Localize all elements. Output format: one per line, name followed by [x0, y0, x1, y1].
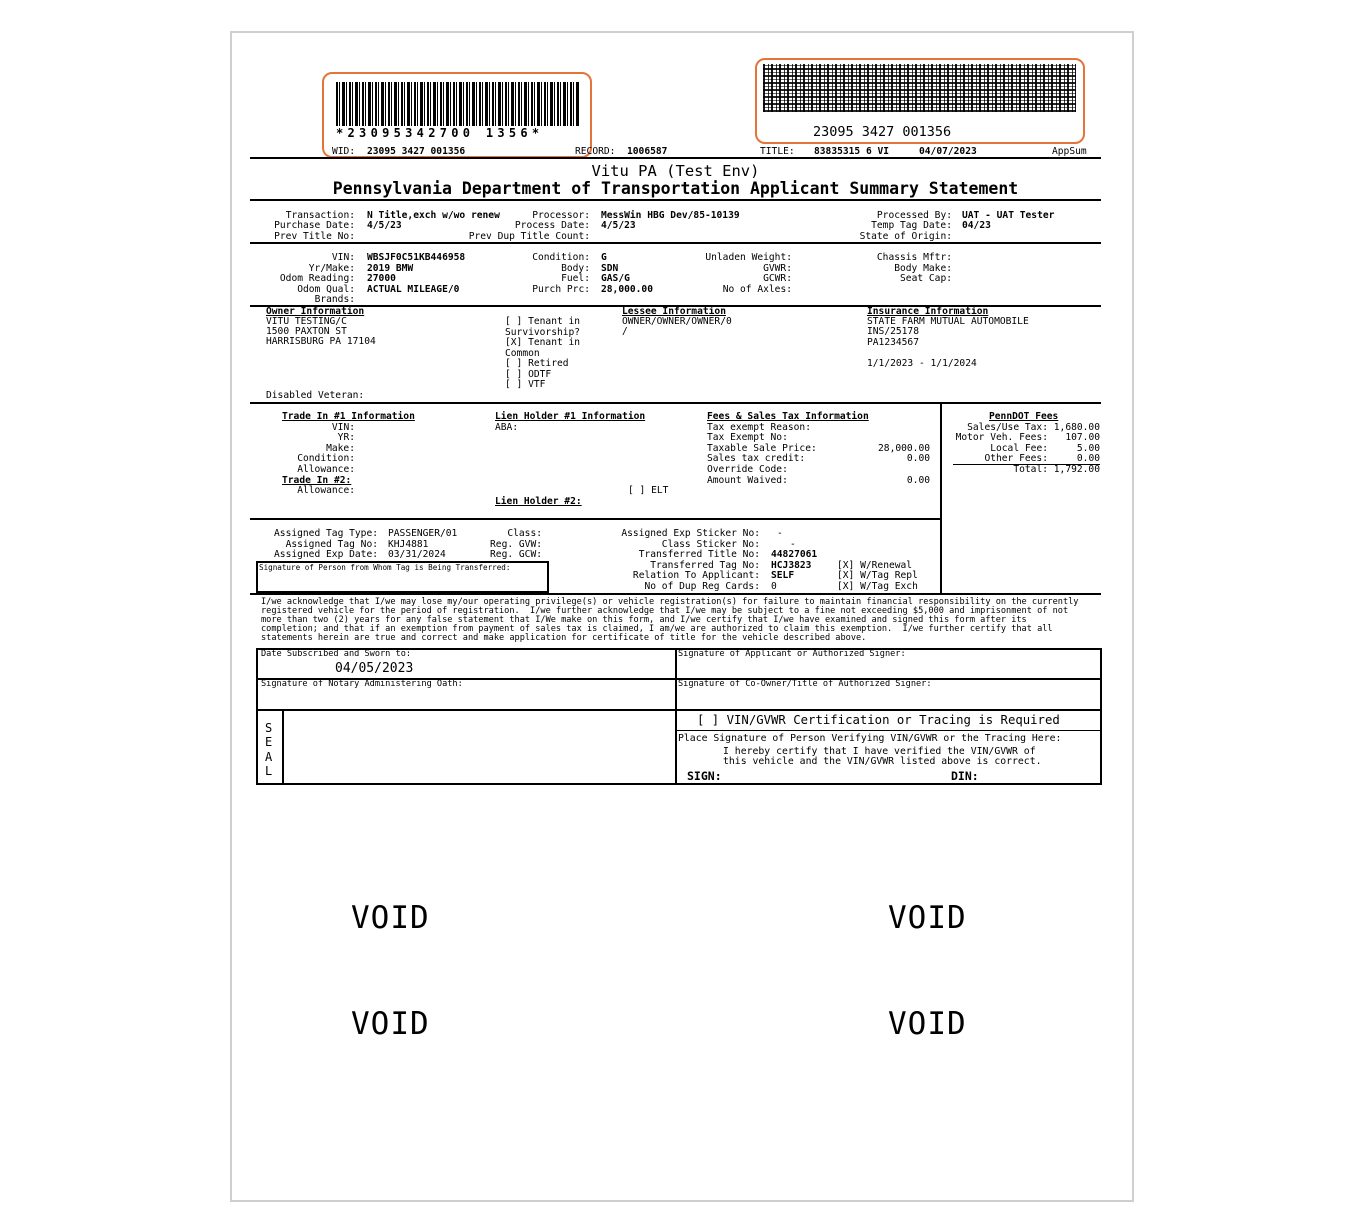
relation-label: Relation To Applicant:: [632, 570, 760, 581]
other-fees-label: Other Fees:: [984, 453, 1048, 464]
record-label: RECORD:: [575, 146, 616, 157]
trans-title-value: 44827061: [771, 549, 818, 560]
odom-qual-value: ACTUAL MILEAGE/0: [367, 284, 460, 295]
insurance-info-title: Insurance Information: [867, 306, 989, 317]
transaction-value: N Title,exch w/wo renew: [367, 210, 500, 221]
tag-exp-label: Assigned Exp Date:: [274, 549, 378, 560]
local-fee-value: 5.00: [1076, 443, 1100, 454]
override-label: Override Code:: [707, 464, 788, 475]
tax-exempt-no-label: Tax Exempt No:: [707, 432, 788, 443]
trade1-title: Trade In #1 Information: [282, 411, 415, 422]
place-signature-label: Place Signature of Person Verifying VIN/GVWR or the Tracing Here:: [678, 733, 1062, 744]
notary-signature-label[interactable]: Signature of Notary Administering Oath:: [261, 679, 463, 689]
prev-title-label: Prev Title No:: [274, 231, 355, 242]
dup-cards-label: No of Dup Reg Cards:: [644, 581, 760, 592]
record-value: 1006587: [627, 146, 668, 157]
prev-dup-label: Prev Dup Title Count:: [468, 231, 590, 242]
taxable-label: Taxable Sale Price:: [707, 443, 817, 454]
fuel-label: Fuel:: [561, 273, 590, 284]
tag-no-label: Assigned Tag No:: [285, 539, 378, 550]
purch-label: Purch Prc:: [532, 284, 590, 295]
tenant-survivorship-checkbox[interactable]: [ ] Tenant in Survivorship?: [505, 316, 581, 338]
owner-line2: 1500 PAXTON ST: [266, 326, 347, 337]
body-value: SDN: [601, 263, 619, 274]
chassis-label: Chassis Mftr:: [876, 252, 952, 263]
sign-field[interactable]: SIGN:: [687, 769, 722, 783]
gvwr-label: GVWR:: [763, 263, 792, 274]
transfer-signature-label: Signature of Person from Whom Tag is Being Transferred:: [259, 563, 511, 572]
trade-allowance-label: Allowance:: [297, 464, 355, 475]
din-field[interactable]: DIN:: [951, 769, 979, 783]
vin-cert-rule: [675, 730, 1102, 731]
trans-tag-label: Transferred Tag No:: [650, 560, 760, 571]
w-tag-repl-checkbox[interactable]: [X] W/Tag Repl: [837, 570, 918, 581]
certify-line2: this vehicle and the VIN/GVWR listed above is correct.: [723, 756, 1042, 767]
signature-grid-divider: [675, 648, 677, 785]
void-mark: VOID: [351, 900, 430, 936]
exp-sticker-label: Assigned Exp Sticker No:: [621, 528, 760, 539]
purch-value: 28,000.00: [601, 284, 653, 295]
odom-qual-label: Odom Qual:: [297, 284, 355, 295]
taxable-value: 28,000.00: [878, 443, 930, 454]
relation-value: SELF: [771, 570, 795, 581]
odtf-checkbox[interactable]: [ ] ODTF: [505, 369, 552, 380]
legal-line4: completion; and that if an exemption from payment of sales tax is claimed, I am/we are authorized to claim this exemption. I/we further certify that all: [261, 624, 1053, 634]
insurance-line1: STATE FARM MUTUAL AUTOMOBILE: [867, 316, 1029, 327]
title-value: 83835315 6 VI: [814, 146, 890, 157]
void-mark: VOID: [888, 900, 967, 936]
owner-line1: VITU TESTING/C: [266, 316, 347, 327]
legal-line2: registered vehicle for the period of registration. I/we further acknowledge that I/we may be subject to a fine not exceeding $5,000 and imprisonment of not: [261, 606, 1069, 616]
tag-no-value: KHJ4881: [388, 539, 429, 550]
tag-type-label: Assigned Tag Type:: [274, 528, 378, 539]
trans-title-label: Transferred Title No:: [638, 549, 760, 560]
vin-value: WBSJF0C51KB446958: [367, 252, 466, 263]
date-sworn-label: Date Subscribed and Sworn to:: [261, 649, 412, 659]
disabled-veteran-label: Disabled Veteran:: [266, 390, 365, 401]
credit-label: Sales tax credit:: [707, 453, 806, 464]
temp-tag-value: 04/23: [962, 220, 991, 231]
local-fee-label: Local Fee:: [990, 443, 1048, 454]
divider: [250, 199, 1101, 201]
trade-make-label: Make:: [326, 443, 355, 454]
sales-tax-label: Sales/Use Tax:: [967, 422, 1048, 433]
title-date: 04/07/2023: [919, 146, 977, 157]
seal-divider: [282, 709, 284, 785]
lessee-info-title: Lessee Information: [622, 306, 726, 317]
reg-gvw-label: Reg. GVW:: [490, 539, 542, 550]
seatcap-label: Seat Cap:: [900, 273, 952, 284]
owner-info-title: Owner Information: [266, 306, 365, 317]
condition-label: Condition:: [532, 252, 590, 263]
process-date-value: 4/5/23: [601, 220, 636, 231]
processed-by-label: Processed By:: [876, 210, 952, 221]
tax-exempt-reason-label: Tax exempt Reason:: [707, 422, 811, 433]
motor-fees-value: 107.00: [1065, 432, 1100, 443]
trade2-allowance-label: Allowance:: [297, 485, 355, 496]
process-date-label: Process Date:: [514, 220, 590, 231]
insurance-line2: INS/25178: [867, 326, 919, 337]
trade2-title: Trade In #2:: [282, 475, 352, 486]
lien2-title: Lien Holder #2:: [495, 496, 582, 507]
seal-letter-e: E: [265, 735, 273, 749]
gcwr-label: GCWR:: [763, 273, 792, 284]
state-origin-label: State of Origin:: [859, 231, 952, 242]
tag-class-label: Class:: [507, 528, 542, 539]
void-mark: VOID: [888, 1006, 967, 1042]
class-sticker-value: -: [790, 539, 796, 550]
seal-letter-s: S: [265, 721, 273, 735]
tenant-common-checkbox[interactable]: [X] Tenant in Common: [505, 337, 581, 359]
processor-value: MessWin HBG Dev/85-10139: [601, 210, 740, 221]
applicant-signature-label[interactable]: Signature of Applicant or Authorized Signer:: [678, 649, 906, 659]
divider: [250, 402, 1101, 404]
divider: [250, 157, 1101, 159]
condition-value: G: [601, 252, 607, 263]
vin-label: VIN:: [331, 252, 355, 263]
reg-gcw-label: Reg. GCW:: [490, 549, 542, 560]
appsum-label: AppSum: [1052, 146, 1087, 157]
yrmake-value: 2019 BMW: [367, 263, 414, 274]
tag-type-value: PASSENGER/01: [388, 528, 458, 539]
motor-fees-label: Motor Veh. Fees:: [955, 432, 1048, 443]
waived-label: Amount Waived:: [707, 475, 788, 486]
purchase-date-value: 4/5/23: [367, 220, 402, 231]
insurance-line3: PA1234567: [867, 337, 919, 348]
retired-checkbox[interactable]: [ ] Retired: [505, 358, 569, 369]
vin-cert-checkbox[interactable]: [ ] VIN/GVWR Certification or Tracing is Required: [697, 713, 1060, 727]
legal-line1: I/we acknowledge that I/we may lose my/our operating privilege(s) or vehicle registration(s) for failure to maintain financial responsibility on the currently: [261, 597, 1079, 607]
divider: [250, 518, 940, 520]
bodymake-label: Body Make:: [894, 263, 952, 274]
vtf-checkbox[interactable]: [ ] VTF: [505, 379, 546, 390]
total-value: 1,792.00: [1053, 464, 1100, 475]
trade-vin-label: VIN:: [331, 422, 355, 433]
processor-label: Processor:: [532, 210, 590, 221]
date-sworn-value: 04/05/2023: [335, 661, 414, 676]
barcode-2d-highlight: [755, 58, 1085, 144]
credit-value: 0.00: [906, 453, 930, 464]
dup-cards-value: 0: [771, 581, 777, 592]
divider: [250, 242, 1101, 244]
void-mark: VOID: [351, 1006, 430, 1042]
seal-letter-a: A: [265, 750, 273, 764]
legal-line5: statements herein are true and correct and make application for certificate of title for the vehicle described above.: [261, 633, 867, 643]
fees-title: Fees & Sales Tax Information: [707, 411, 869, 422]
trans-tag-value: HCJ3823: [771, 560, 812, 571]
signature-grid-row: [256, 709, 1102, 711]
doc-title-line1: Vitu PA (Test Env): [591, 162, 760, 180]
waived-value: 0.00: [906, 475, 930, 486]
axles-label: No of Axles:: [722, 284, 792, 295]
fees-divider: [940, 402, 942, 593]
coowner-signature-label[interactable]: Signature of Co-Owner/Title of Authorized Signer:: [678, 679, 932, 689]
tag-exp-value: 03/31/2024: [388, 549, 446, 560]
lessee-line1: OWNER/OWNER/OWNER/0: [622, 316, 732, 327]
lessee-line2: /: [622, 326, 628, 337]
brands-label: Brands:: [314, 294, 355, 305]
class-sticker-label: Class Sticker No:: [661, 539, 760, 550]
odom-reading-label: Odom Reading:: [279, 273, 355, 284]
unladen-label: Unladen Weight:: [705, 252, 792, 263]
other-fees-value: 0.00: [1076, 453, 1100, 464]
title-label: TITLE:: [760, 146, 795, 157]
divider: [250, 593, 1101, 595]
yrmake-label: Yr/Make:: [308, 263, 355, 274]
exp-sticker-value: -: [777, 528, 783, 539]
processed-by-value: UAT - UAT Tester: [962, 210, 1055, 221]
insurance-line4: 1/1/2023 - 1/1/2024: [867, 358, 977, 369]
odom-reading-value: 27000: [367, 273, 396, 284]
trade-yr-label: YR:: [337, 432, 355, 443]
penndot-fees-title: PennDOT Fees: [989, 411, 1059, 422]
body-label: Body:: [561, 263, 590, 274]
w-tag-exch-checkbox[interactable]: [X] W/Tag Exch: [837, 581, 918, 592]
lien1-title: Lien Holder #1 Information: [495, 411, 646, 422]
sales-tax-value: 1,680.00: [1053, 422, 1100, 433]
barcode-2d-text: 23095 3427 001356: [813, 124, 952, 140]
certify-line1: I hereby certify that I have verified the VIN/GVWR of: [723, 746, 1036, 757]
w-renewal-checkbox[interactable]: [X] W/Renewal: [837, 560, 913, 571]
wid-value: 23095 3427 001356: [367, 146, 466, 157]
wid-label: WID:: [332, 146, 356, 157]
legal-line3: more than two (2) years for any false statement that I/We make on this form, and I/we certify that I/we have examined and signed this form after its: [261, 615, 1027, 625]
seal-letter-l: L: [265, 764, 273, 778]
aba-label: ABA:: [495, 422, 519, 433]
fuel-value: GAS/G: [601, 273, 630, 284]
transaction-label: Transaction:: [285, 210, 355, 221]
elt-checkbox[interactable]: [ ] ELT: [628, 485, 669, 496]
barcode-1d-text: *23095342700 1356*: [336, 126, 544, 140]
purchase-date-label: Purchase Date:: [274, 220, 355, 231]
trade-condition-label: Condition:: [297, 453, 355, 464]
temp-tag-label: Temp Tag Date:: [871, 220, 952, 231]
doc-title-line2: Pennsylvania Department of Transportation Applicant Summary Statement: [332, 179, 1019, 198]
total-label: Total:: [1013, 464, 1048, 475]
owner-line3: HARRISBURG PA 17104: [266, 336, 376, 347]
